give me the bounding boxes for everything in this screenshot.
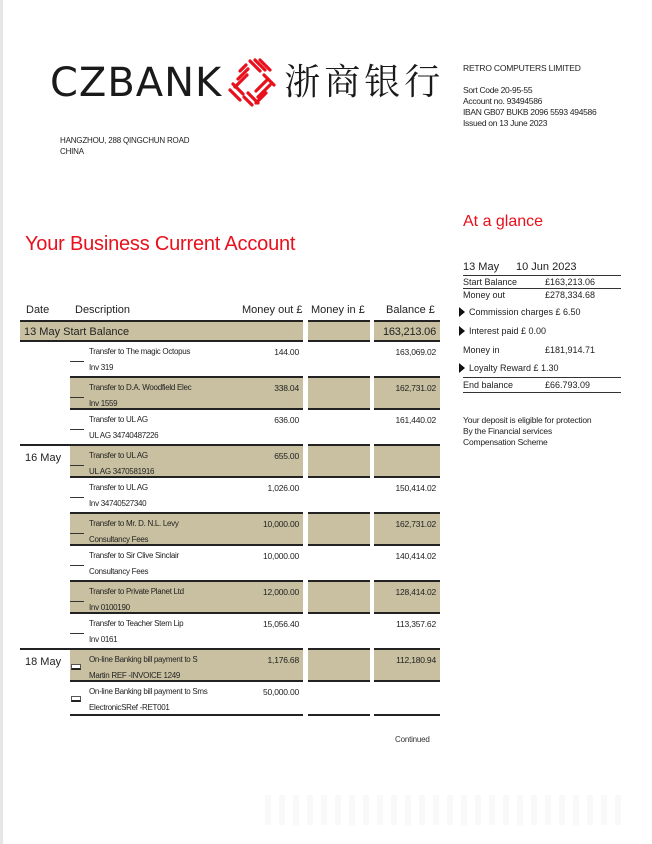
page-edge (0, 0, 3, 844)
transaction-row (20, 580, 440, 614)
address-line: HANGZHOU, 288 QINGCHUN ROAD (60, 136, 190, 145)
transaction-row (20, 376, 440, 410)
issued-date: Issued on 13 June 2023 (463, 118, 548, 128)
continued-note: Continued (395, 735, 430, 744)
description-line1: Transfer to The magic Octopus (89, 347, 191, 356)
row-date: 18 May (25, 656, 62, 668)
loyalty-text: Loyalty Reward £ 1.30 (469, 363, 559, 373)
transaction-row (20, 546, 440, 580)
dash-icon (70, 361, 84, 362)
account-number: Account no. 93494586 (463, 96, 543, 106)
statement-period (463, 259, 621, 276)
money-out: 338.04 (274, 383, 299, 393)
end-balance-label: End balance (463, 380, 514, 390)
balance: 113,357.62 (396, 619, 436, 629)
money-out-value: £278,334.68 (545, 290, 596, 300)
start-balance-label: Start Balance (463, 277, 518, 287)
transaction-row (20, 614, 440, 648)
description-line1: On-line Banking bill payment to S (89, 655, 198, 664)
header-balance: Balance £ (386, 304, 435, 316)
balance: 140,414.02 (395, 551, 436, 561)
bank-name-latin: CZBANK (50, 60, 223, 106)
dash-icon (70, 397, 84, 398)
description-line2: Inv 0100190 (89, 603, 130, 612)
at-a-glance-title: At a glance (463, 213, 544, 230)
bill-payment-icon (71, 696, 81, 702)
dash-icon (70, 533, 84, 534)
protection-line: Your deposit is eligible for protection (463, 415, 592, 425)
header-money-out: Money out £ (242, 304, 303, 316)
transactions-header (20, 304, 440, 320)
money-out: 636.00 (274, 415, 299, 425)
description-line2: Inv 319 (89, 363, 114, 372)
description-line2: UL AG 3470581916 (89, 467, 155, 476)
money-out: 12,000.00 (262, 587, 299, 597)
balance: 162,731.02 (395, 383, 436, 393)
money-out-row (463, 288, 621, 301)
dash-icon (70, 429, 84, 430)
balance: 112,180.94 (396, 655, 436, 665)
description-line1: Transfer to UL AG (89, 483, 148, 492)
transaction-row (20, 478, 440, 512)
balance: 161,440.02 (395, 415, 436, 425)
dash-icon (70, 633, 84, 634)
sort-code: Sort Code 20-95-55 (463, 85, 533, 95)
description-line2: Inv 34740527340 (89, 499, 147, 508)
row-date: 16 May (25, 452, 62, 464)
description-line2: ElectronicSRef -RET001 (89, 703, 170, 712)
balance: 128,414.02 (395, 587, 436, 597)
transaction-row (20, 410, 440, 444)
money-out: 655.00 (274, 451, 299, 461)
money-in-row (463, 343, 621, 357)
dash-icon (70, 601, 84, 602)
money-out: 15,056.40 (262, 619, 299, 629)
description-line2: Consultancy Fees (89, 535, 149, 544)
czbank-logo-icon (226, 57, 278, 109)
description-line1: Transfer to UL AG (89, 415, 148, 424)
start-balance-value: £163,213.06 (545, 277, 596, 287)
transaction-row (20, 512, 440, 546)
interest-text: Interest paid £ 0.00 (469, 326, 547, 336)
protection-line: By the Financial services (463, 426, 553, 436)
dash-icon (70, 497, 84, 498)
interest-item (459, 324, 621, 338)
dash-icon (70, 465, 84, 466)
money-out: 10,000.00 (262, 519, 299, 529)
loyalty-item (459, 361, 621, 375)
period-start: 13 May (463, 261, 500, 273)
money-out: 50,000.00 (262, 687, 299, 697)
bank-logo (50, 58, 444, 108)
bullet-triangle-icon (459, 326, 465, 336)
start-balance-amount: 163,213.06 (382, 326, 436, 338)
transactions-table (20, 320, 440, 716)
bill-payment-icon (71, 664, 81, 670)
transaction-row (20, 682, 440, 716)
header-money-in: Money in £ (311, 304, 365, 316)
description-line2: Consultancy Fees (89, 567, 149, 576)
transaction-row (20, 342, 440, 376)
bank-name-chinese: 浙商银行 (284, 62, 445, 103)
description-line2: Martin REF -INVOICE 1249 (89, 671, 181, 680)
bullet-triangle-icon (459, 307, 465, 317)
end-balance-value: £66.793.09 (545, 380, 591, 390)
start-balance-row (463, 276, 621, 288)
transaction-row (20, 648, 440, 682)
balance: 163,069.02 (395, 347, 436, 357)
description-line2: UL AG 34740487226 (89, 431, 159, 440)
description-line1: On-line Banking bill payment to Sms (89, 687, 208, 696)
start-balance-row (20, 320, 440, 342)
header-description: Description (75, 304, 131, 316)
money-in-value: £181,914.71 (545, 345, 596, 355)
end-balance-row (463, 377, 621, 393)
at-a-glance-panel (463, 259, 621, 393)
account-title: Your Business Current Account (25, 233, 296, 255)
description-line1: Transfer to Sir Clive Sinclair (89, 551, 179, 560)
transaction-row (20, 444, 440, 478)
start-balance-label: 13 May Start Balance (24, 326, 130, 338)
deposit-protection-note (463, 415, 591, 448)
dash-icon (70, 565, 84, 566)
money-in-label: Money in (463, 345, 500, 355)
money-out: 10,000.00 (262, 551, 299, 561)
commission-item (459, 305, 621, 319)
balance: 162,731.02 (395, 519, 436, 529)
description-line1: Transfer to Mr. D. N.L. Levy (89, 519, 179, 528)
money-out: 144.00 (274, 347, 299, 357)
description-line2: Inv 0161 (89, 635, 118, 644)
commission-text: Commission charges £ 6.50 (469, 307, 581, 317)
money-out: 1,026.00 (267, 483, 299, 493)
description-line2: Inv 1559 (89, 399, 118, 408)
account-details (463, 85, 596, 129)
money-out: 1,176.68 (267, 655, 299, 665)
iban: IBAN GB07 BUKB 2096 5593 494586 (463, 107, 597, 117)
header-date: Date (26, 304, 50, 316)
protection-line: Compensation Scheme (463, 437, 548, 447)
description-line1: Transfer to D.A. Woodfield Elec (89, 383, 192, 392)
description-line1: Transfer to Private Planet Ltd (89, 587, 184, 596)
money-out-label: Money out (463, 290, 506, 300)
customer-company: RETRO COMPUTERS LIMITED (463, 63, 581, 73)
bullet-triangle-icon (459, 363, 465, 373)
description-line1: Transfer to Teacher Stem Lip (89, 619, 184, 628)
faint-watermark (265, 795, 625, 825)
period-end: 10 Jun 2023 (516, 261, 577, 273)
balance: 150,414.02 (395, 483, 436, 493)
address-line: CHINA (60, 147, 84, 156)
description-line1: Transfer to UL AG (89, 451, 148, 460)
bank-address (60, 135, 189, 157)
